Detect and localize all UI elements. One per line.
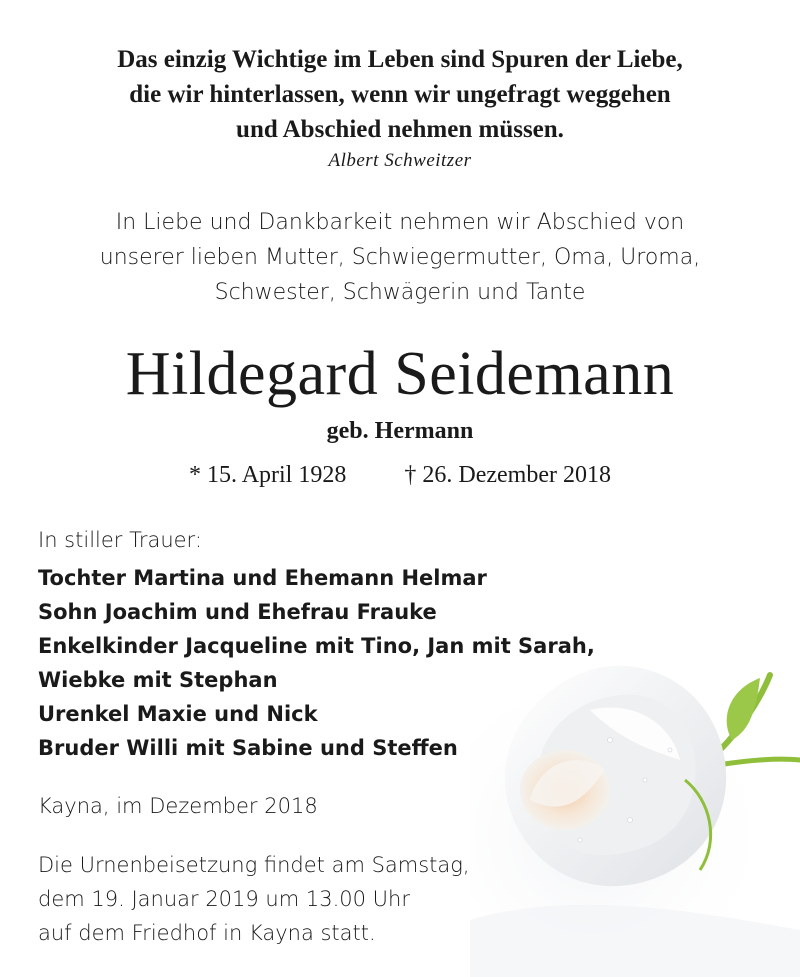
mourner-line: Enkelkinder Jacqueline mit Tino, Jan mit Sarah, <box>38 634 595 658</box>
mourners-label: In stiller Trauer: <box>38 528 202 552</box>
mourner-line: Bruder Willi mit Sabine und Steffen <box>38 736 458 760</box>
mourner-line: Tochter Martina und Ehemann Helmar <box>38 566 487 590</box>
quote-author: Albert Schweitzer <box>328 150 472 171</box>
quote-line: und Abschied nehmen müssen. <box>236 116 564 143</box>
place-date: Kayna, im Dezember 2018 <box>38 794 318 818</box>
life-dates <box>0 462 800 489</box>
deceased-name: Hildegard Seidemann <box>125 340 675 408</box>
burial-line: Die Urnenbeisetzung findet am Samstag, <box>38 853 470 877</box>
mourners-list <box>38 561 595 765</box>
mourner-line: Urenkel Maxie und Nick <box>38 702 318 726</box>
quote-line: Das einzig Wichtige im Leben sind Spuren der Liebe, <box>117 46 683 73</box>
birth-name: geb. Hermann <box>326 418 474 444</box>
quote <box>20 42 780 147</box>
mourner-line: Wiebke mit Stephan <box>38 668 278 692</box>
intro-line: unserer lieben Mutter, Schwiegermutter, Oma, Uroma, <box>99 245 701 270</box>
intro-line: Schwester, Schwägerin und Tante <box>214 280 586 305</box>
quote-line: die wir hinterlassen, wenn wir ungefragt weggehen <box>129 81 671 108</box>
burial-line: dem 19. Januar 2019 um 13.00 Uhr <box>38 887 410 911</box>
intro-line: In Liebe und Dankbarkeit nehmen wir Abschied von <box>115 210 685 235</box>
birth-date: * 15. April 1928 <box>189 462 347 488</box>
burial-line: auf dem Friedhof in Kayna statt. <box>38 921 376 945</box>
mourner-line: Sohn Joachim und Ehefrau Frauke <box>38 600 437 624</box>
burial-info <box>38 848 470 950</box>
intro-text <box>20 205 780 310</box>
death-date: † 26. Dezember 2018 <box>404 462 611 488</box>
